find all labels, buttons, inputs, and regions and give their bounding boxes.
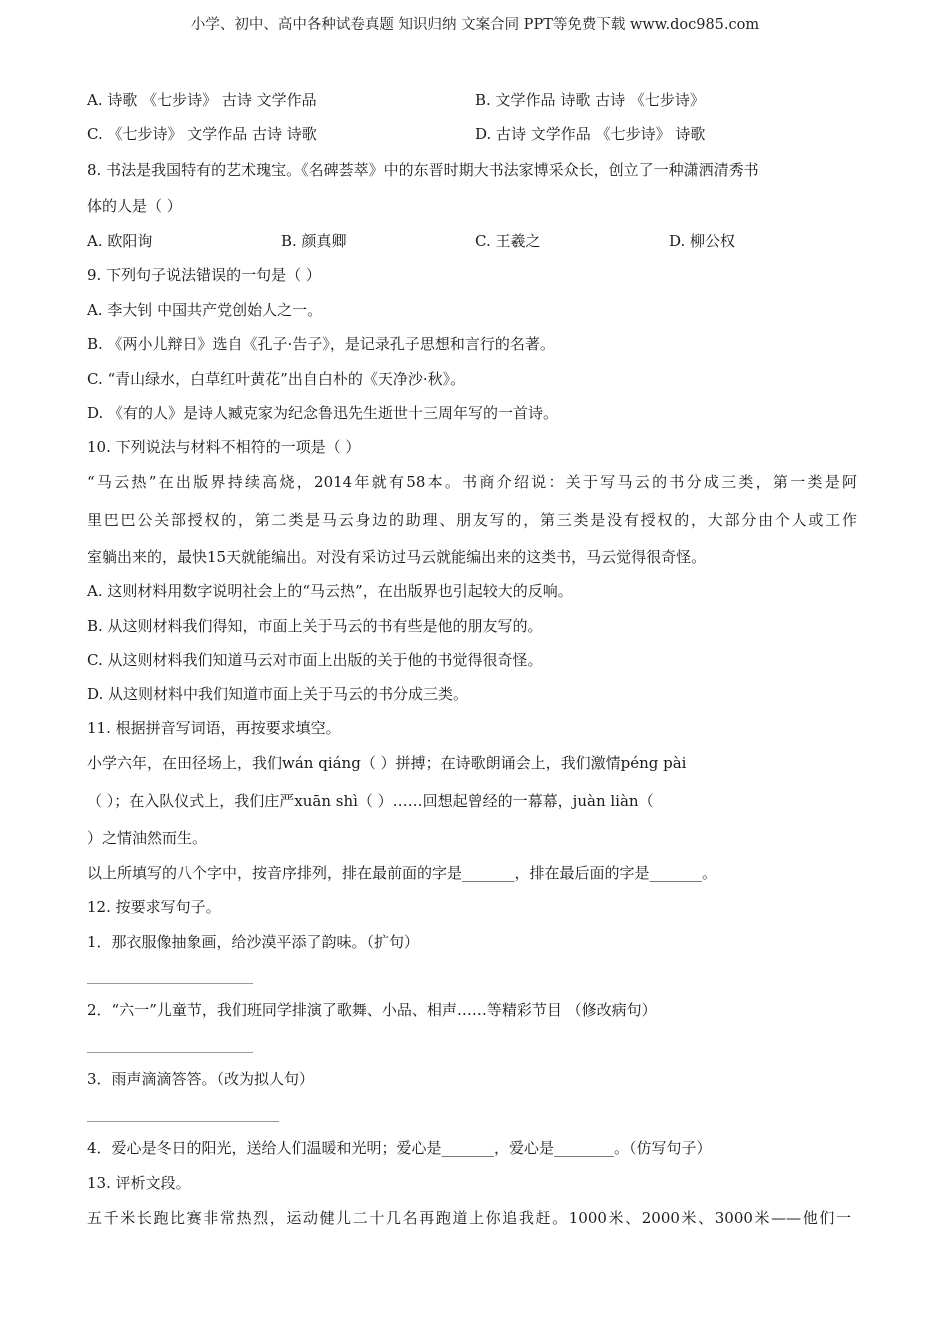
q10-material-line1: “马云热”在出版界持续高烧，2014年就有58本。书商介绍说：关于写马云的书分成三类，第一类是阿 — [87, 473, 857, 491]
q12-sentence-1: 1．那衣服像抽象画，给沙漠平添了韵味。（扩句） — [87, 933, 420, 951]
q10-option-c: C. 从这则材料我们知道马云对市面上出版的关于他的书觉得很奇怪。 — [87, 651, 543, 669]
q12-sentence-2: 2．“六一”儿童节，我们班同学排演了歌舞、小品、相声……等精彩节目 （修改病句） — [87, 1001, 657, 1019]
q9-stem: 9. 下列句子说法错误的一句是（ ） — [87, 266, 321, 284]
q7-option-b: B. 文学作品 诗歌 古诗 《七步诗》 — [475, 91, 705, 109]
q12-answer-line-1[interactable] — [87, 983, 253, 984]
q12-sentence-4: 4．爱心是冬日的阳光，送给人们温暖和光明；爱心是_______，爱心是________。（仿写句子） — [87, 1139, 712, 1157]
q12-answer-line-2[interactable] — [87, 1052, 253, 1053]
q7-option-c: C. 《七步诗》 文学作品 古诗 诗歌 — [87, 125, 317, 143]
q8-stem-line1: 8. 书法是我国特有的艺术瑰宝。《名碑荟萃》中的东晋时期大书法家博采众长，创立了一种潇洒清秀书 — [87, 161, 759, 179]
q9-option-a: A. 李大钊 中国共产党创始人之一。 — [87, 301, 323, 319]
q8-option-b: B. 颜真卿 — [281, 232, 347, 250]
q9-option-b: B. 《两小儿辩日》选自《孔子·告子》，是记录孔子思想和言行的名著。 — [87, 335, 555, 353]
q12-stem: 12. 按要求写句子。 — [87, 898, 221, 916]
q10-stem: 10. 下列说法与材料不相符的一项是（ ） — [87, 438, 361, 456]
q13-stem: 13. 评析文段。 — [87, 1174, 191, 1192]
q7-option-d: D. 古诗 文学作品 《七步诗》 诗歌 — [475, 125, 706, 143]
q11-line4: 以上所填写的八个字中，按音序排列，排在最前面的字是_______，排在最后面的字是_______。 — [87, 864, 718, 882]
q10-option-b: B. 从这则材料我们得知，市面上关于马云的书有些是他的朋友写的。 — [87, 617, 543, 635]
q9-option-c: C. “青山绿水，白草红叶黄花”出自白朴的《天净沙·秋》。 — [87, 370, 466, 388]
q10-material-line2: 里巴巴公关部授权的，第二类是马云身边的助理、朋友写的，第三类是没有授权的，大部分由个人或工作 — [87, 511, 857, 529]
q13-text-line1: 五千米长跑比赛非常热烈，运动健儿二十几名再跑道上你追我赶。1000米、2000米、3000米——他们一 — [87, 1209, 851, 1227]
q9-option-d: D. 《有的人》是诗人臧克家为纪念鲁迅先生逝世十三周年写的一首诗。 — [87, 404, 559, 422]
q8-option-c: C. 王羲之 — [475, 232, 541, 250]
q10-option-d: D. 从这则材料中我们知道市面上关于马云的书分成三类。 — [87, 685, 469, 703]
page-header: 小学、初中、高中各种试卷真题 知识归纳 文案合同 PPT等免费下载 www.doc985.com — [190, 17, 760, 33]
q11-line1: 小学六年，在田径场上，我们wán qiáng（ ）拼搏；在诗歌朗诵会上，我们激情péng pài — [87, 754, 687, 772]
q12-answer-line-3[interactable] — [87, 1121, 279, 1122]
q11-stem: 11. 根据拼音写词语，再按要求填空。 — [87, 719, 341, 737]
q10-material-line3: 室躺出来的，最快15天就能编出。对没有采访过马云就能编出来的这类书，马云觉得很奇怪。 — [87, 548, 707, 566]
q8-option-d: D. 柳公权 — [669, 232, 736, 250]
q8-stem-line2: 体的人是（ ） — [87, 197, 182, 215]
q11-line2: （ ）；在入队仪式上，我们庄严xuān shì（ ）……回想起曾经的一幕幕，juàn liàn（ — [87, 792, 654, 810]
q8-option-a: A. 欧阳询 — [87, 232, 153, 250]
q11-line3: ）之情油然而生。 — [87, 829, 208, 847]
q7-option-a: A. 诗歌 《七步诗》 古诗 文学作品 — [87, 91, 317, 109]
q10-option-a: A. 这则材料用数字说明社会上的“马云热”，在出版界也引起较大的反响。 — [87, 582, 573, 600]
q12-sentence-3: 3．雨声滴滴答答。（改为拟人句） — [87, 1070, 315, 1088]
